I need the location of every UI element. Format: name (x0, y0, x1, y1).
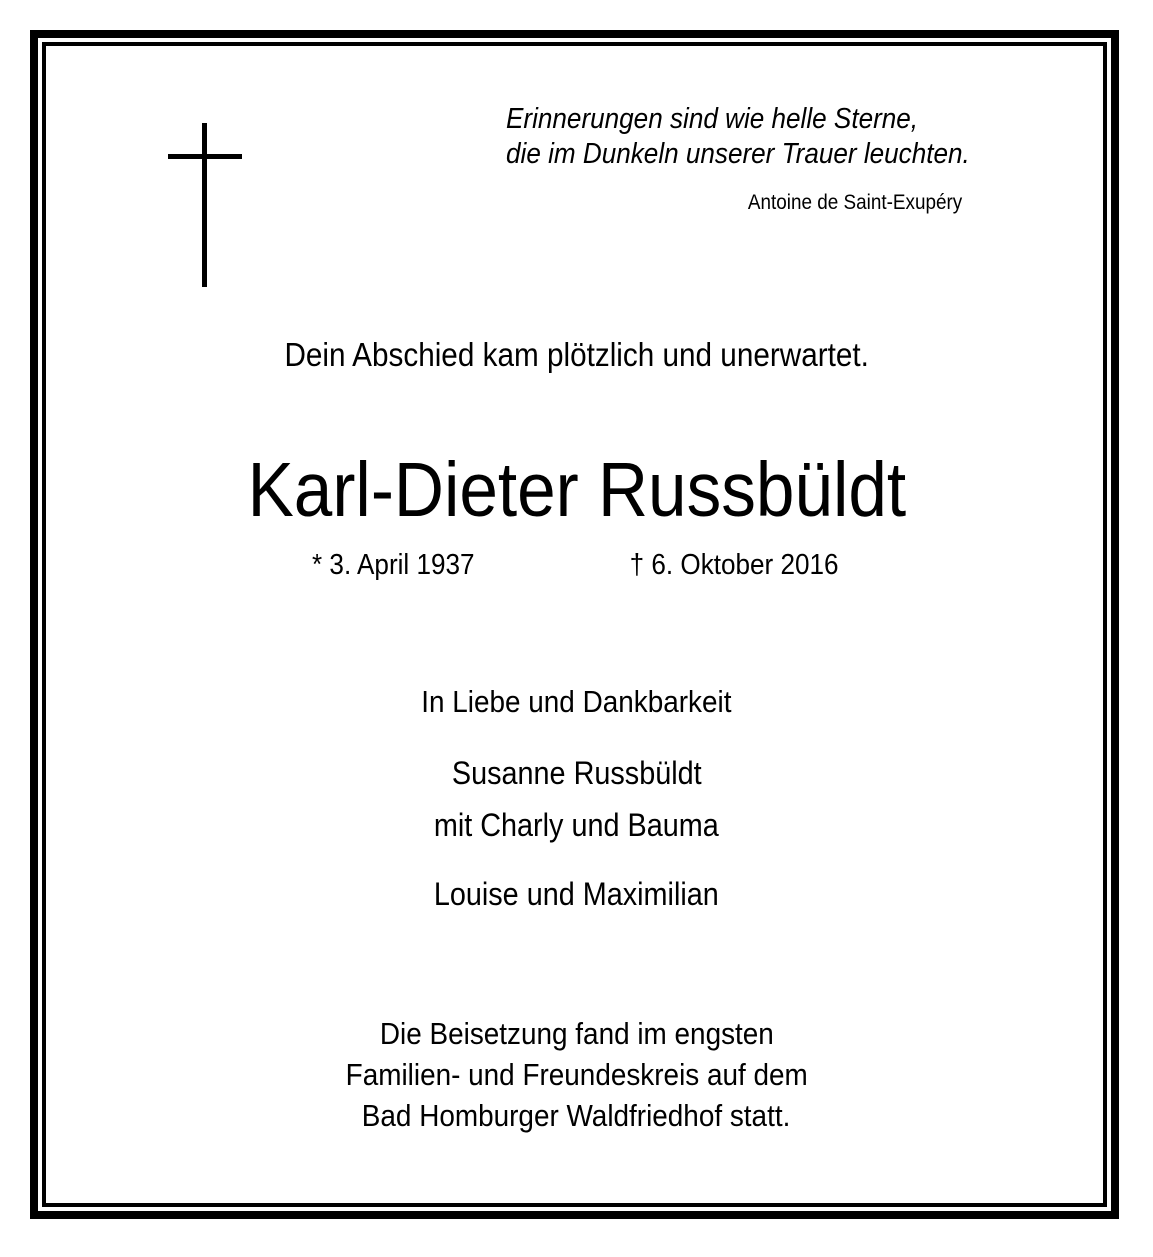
quote-line-1 (506, 102, 1008, 137)
mourner-2-text: mit Charly und Bauma (434, 807, 719, 843)
mourner-3-text: Louise und Maximilian (434, 876, 719, 912)
mourner-1-text: Susanne Russbüldt (451, 755, 702, 791)
memorial-quote (506, 102, 1008, 220)
deceased-name-text: Karl-Dieter Russbüldt (247, 447, 906, 533)
burial-line-1-text: Die Beisetzung fand im engsten (379, 1016, 774, 1051)
burial-line-3-text: Bad Homburger Waldfriedhof statt. (362, 1098, 791, 1133)
quote-attribution (506, 185, 1008, 220)
burial-line-1 (0, 1013, 1153, 1054)
life-dates (0, 549, 1153, 582)
mourner-line (0, 876, 1153, 913)
quote-line-2 (506, 137, 1008, 172)
mourner-line (0, 755, 1153, 792)
birth-date (303, 549, 484, 582)
farewell-line (0, 336, 1153, 374)
mourner-line (0, 807, 1153, 844)
quote-attribution-text: Antoine de Saint-Exupéry (747, 191, 963, 214)
quote-line-1-text: Erinnerungen sind wie helle Sterne, (506, 103, 919, 135)
cross-icon-vertical-bar (202, 123, 207, 287)
burial-line-2 (0, 1054, 1153, 1095)
burial-notice (0, 1013, 1153, 1136)
deceased-name (0, 446, 1153, 535)
cross-icon-horizontal-bar (168, 154, 242, 159)
birth-date-text: * 3. April 1937 (311, 549, 475, 581)
closing-text: In Liebe und Dankbarkeit (421, 684, 732, 719)
death-date-text: † 6. Oktober 2016 (629, 549, 839, 581)
quote-line-2-text: die im Dunkeln unserer Trauer leuchten. (506, 138, 970, 170)
burial-line-2-text: Familien- und Freundeskreis auf dem (345, 1057, 808, 1092)
burial-line-3 (0, 1095, 1153, 1136)
closing-line (0, 684, 1153, 720)
death-date (618, 549, 850, 582)
farewell-text: Dein Abschied kam plötzlich und unerwartet. (284, 336, 869, 373)
